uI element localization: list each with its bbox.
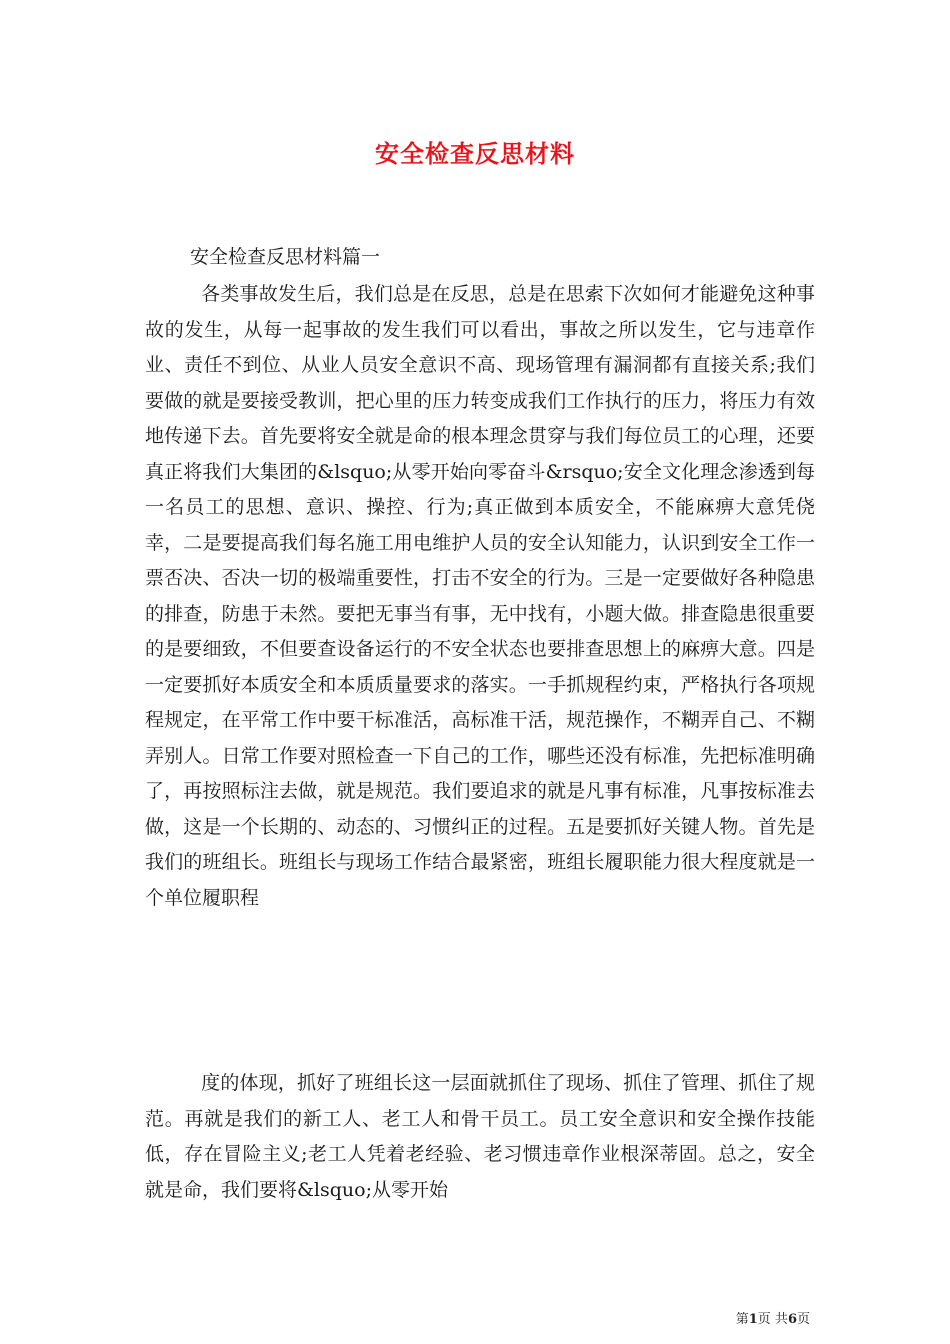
total-pages-number: 6 (787, 1312, 797, 1327)
paragraph-text: 各类事故发生后，我们总是在反思，总是在思索下次如何才能避免这种事故的发生，从每一起事故的发生我们可以看出，事故之所以发生，它与违章作业、责任不到位、从业人员安全意识不高、现场管理有漏洞都有直接关系;我们要做的就是要接受教训，把心里的压力转变成我们工作执行的压力，将压力有效地传递下去。首先要将安全就是命的根本理念贯穿与我们每位员工的心理，还要真正将我们大集团的&lsquo;从零开始向零奋斗&rsquo;安全文化理念渗透到每一名员工的思想、意识、操控、行为;真正做到本质安全，不能麻痹大意凭侥幸，二是要提高我们每名施工用电维护人员的安全认知能力，认识到安全工作一票否决、否决一切的极端重要性，打击不安全的行为。三是一定要做好各种隐患的排查，防患于未然。要把无事当有事，无中找有，小题大做。排查隐患很重要的是要细致，不但要查设备运行的不安全状态也要排查思想上的麻痹大意。四是一定要抓好本质安全和本质质量要求的落实。一手抓规程约束，严格执行各项规程规定，在平常工作中要干标准活，高标准干活，规范操作，不糊弄自己、不糊弄别人。日常工作要对照检查一下自己的工作，哪些还没有标准，先把标准明确了，再按照标注去做，就是规范。我们要追求的就是凡事有标准，凡事按标准去做，这是一个长期的、动态的、习惯纠正的过程。五是要抓好关键人物。首先是我们的班组长。班组长与现场工作结合最紧密，班组长履职能力很大程度就是一个单位履职程 (145, 283, 815, 909)
document-title: 安全检查反思材料 (375, 139, 575, 168)
body-paragraph (145, 1066, 815, 1208)
current-page-number: 1 (748, 1312, 758, 1327)
body-paragraph (145, 277, 815, 916)
footer-middle: 页 共 (757, 1312, 788, 1327)
footer-prefix: 第 (735, 1312, 749, 1327)
paragraph-text: 度的体现，抓好了班组长这一层面就抓住了现场、抓住了管理、抓住了规范。再就是我们的新工人、老工人和骨干员工。员工安全意识和安全操作技能低，存在冒险主义;老工人凭着老经验、老习惯违章作业根深蒂固。总之，安全就是命，我们要将&lsquo;从零开始 (145, 1072, 815, 1201)
page-footer (736, 1308, 810, 1327)
footer-suffix: 页 (796, 1312, 810, 1327)
section-subtitle: 安全检查反思材料篇一 (190, 246, 381, 268)
